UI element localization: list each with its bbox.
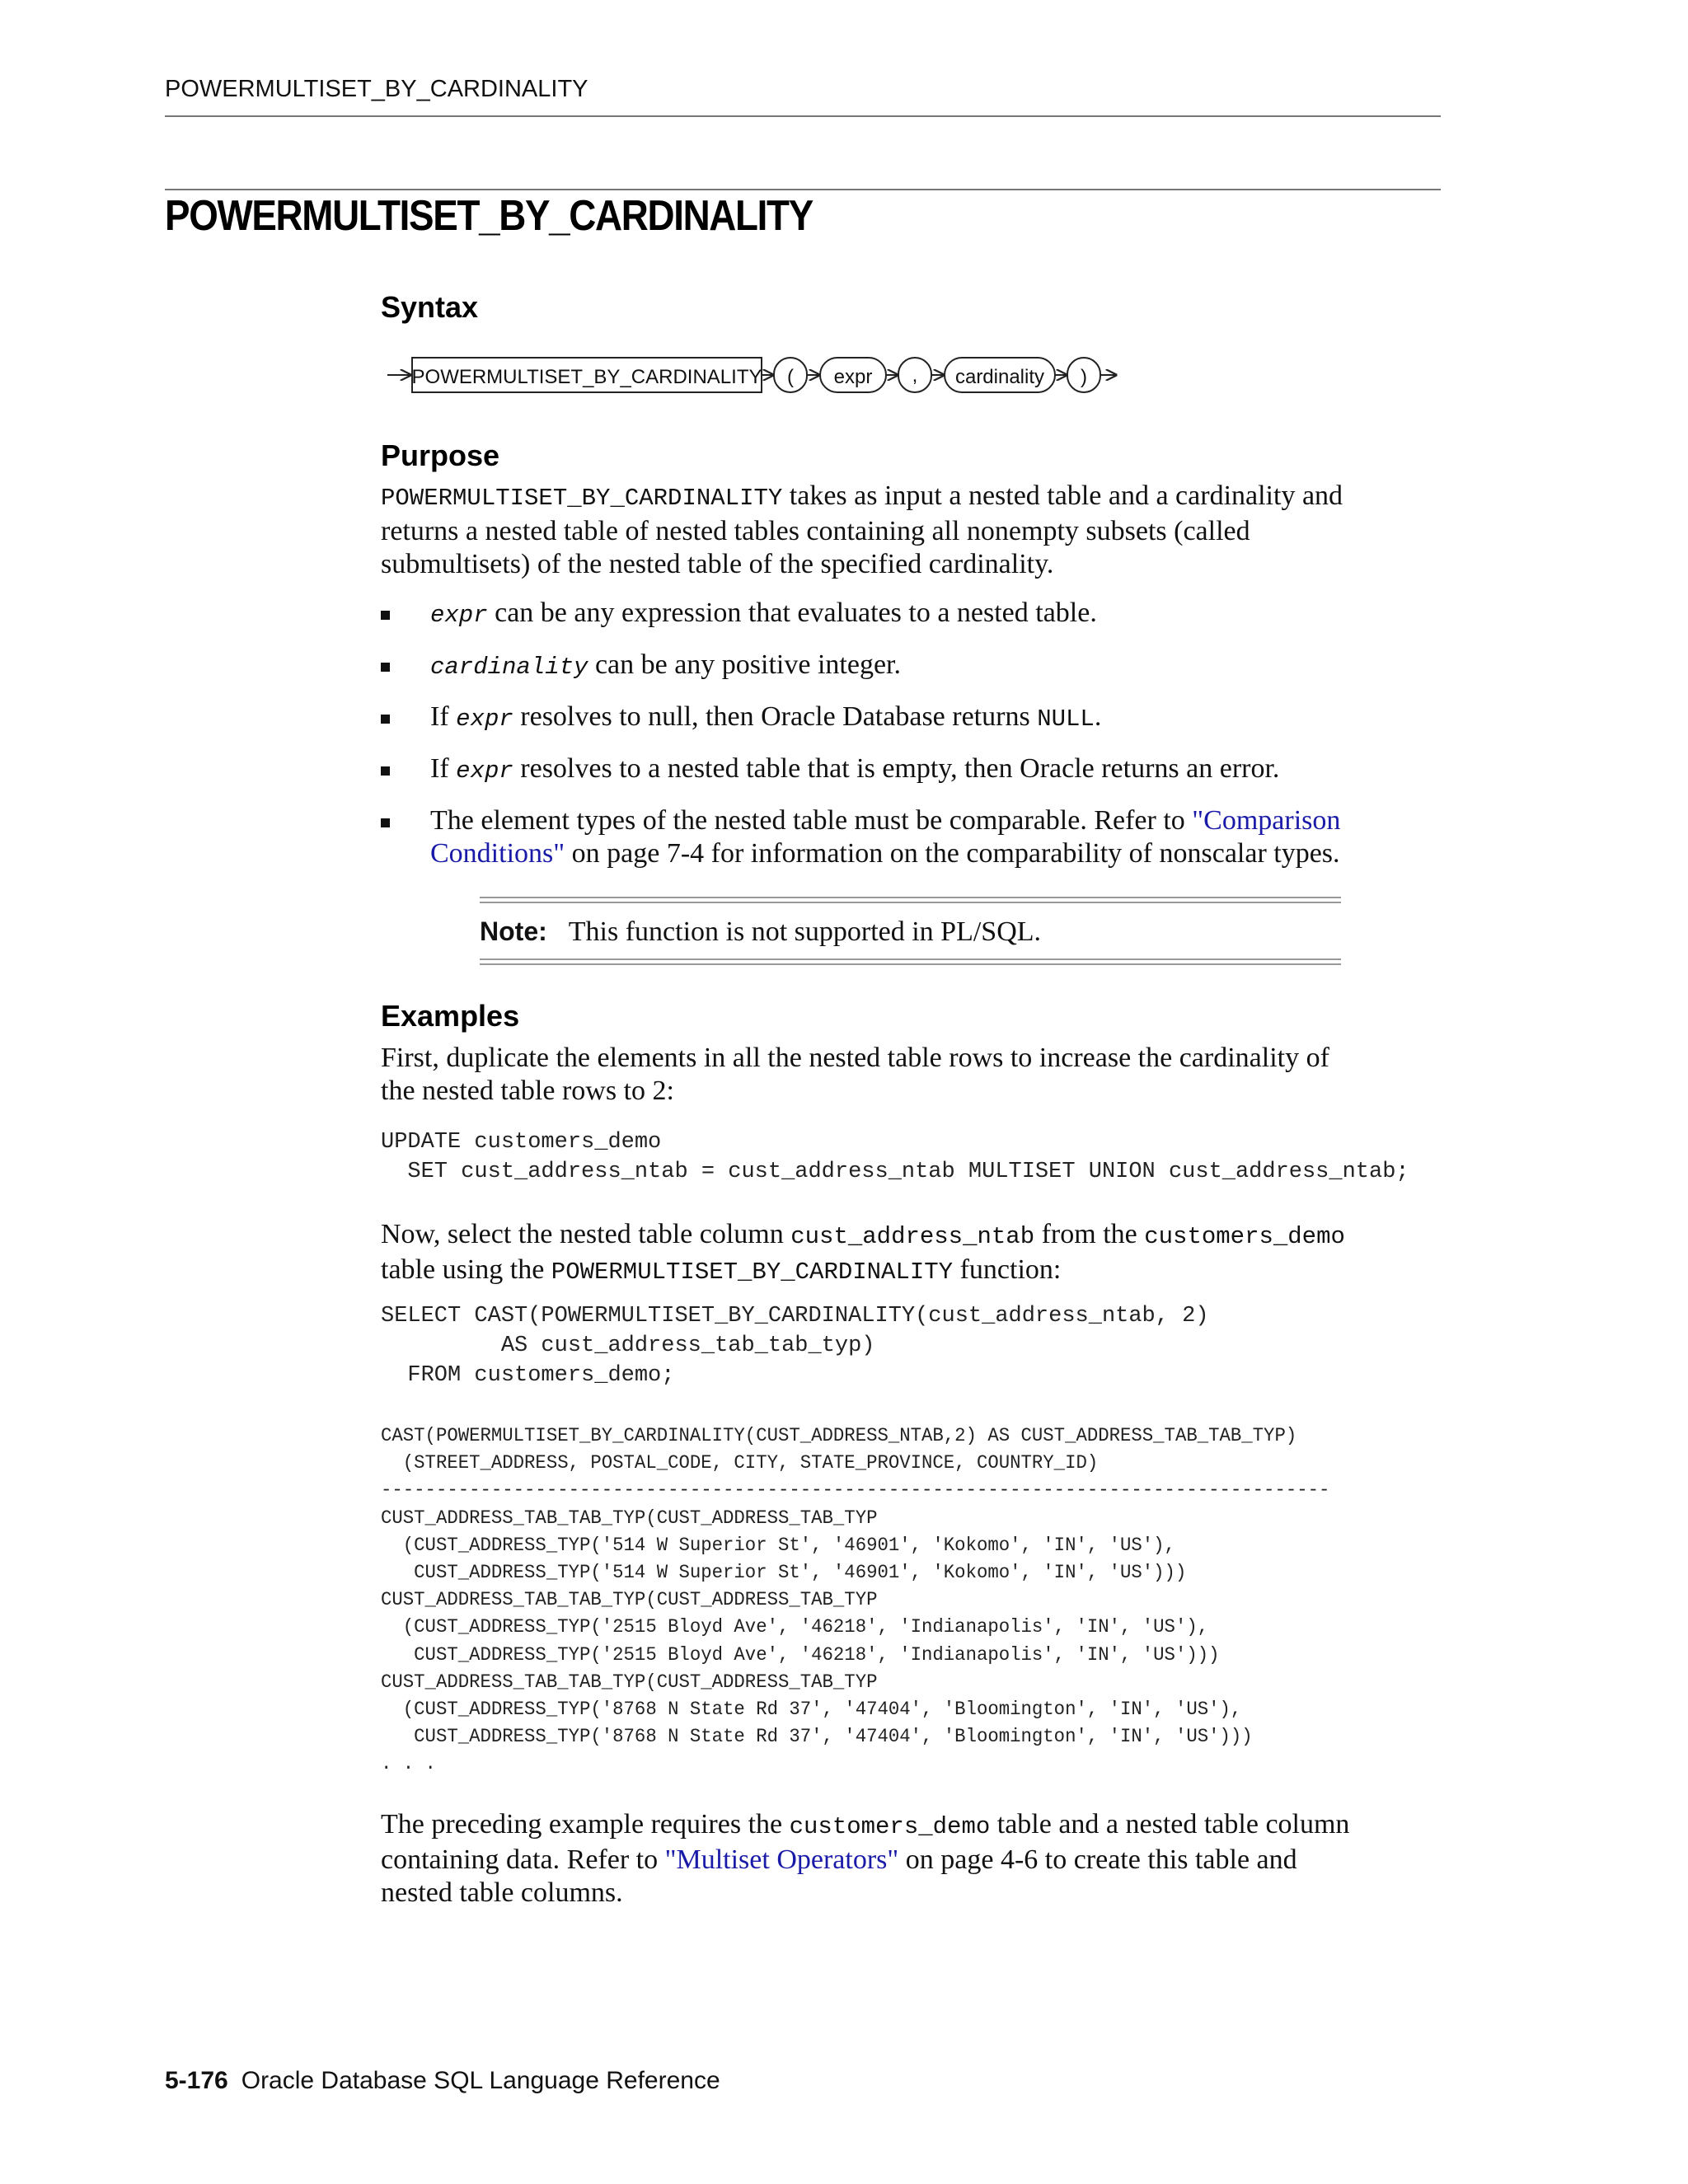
examples-closing-paragraph: The preceding example requires the customers_demo table and a nested table column containing data. Refer to "Multiset Operators" on page 4-6 to create this table and nested table columns. <box>381 1809 1350 1908</box>
svg-text:expr: expr <box>833 366 873 388</box>
syntax-keyword: POWERMULTISET_BY_CARDINALITY <box>411 366 762 388</box>
page-title: POWERMULTISET_BY_CARDINALITY <box>165 192 813 240</box>
syntax-comma <box>898 358 931 392</box>
inline-code: POWERMULTISET_BY_CARDINALITY <box>381 485 783 512</box>
comparison-conditions-link[interactable]: "Comparison Conditions" <box>430 805 1341 869</box>
examples-intro: First, duplicate the elements in all the nested table rows to increase the cardinality of the nested table rows to 2: <box>381 1043 1329 1106</box>
running-header: POWERMULTISET_BY_CARDINALITY <box>165 76 588 102</box>
note-label: Note: <box>480 916 547 946</box>
syntax-heading: Syntax <box>381 290 479 324</box>
bullet-icon <box>381 663 390 672</box>
svg-text:): ) <box>1081 366 1087 388</box>
purpose-paragraph: POWERMULTISET_BY_CARDINALITY takes as input a nested table and a cardinality and returns a nested table of nested tables containing all nonempty subsets (called submultisets) of the nested table of the specified cardinality. <box>381 480 1343 579</box>
syntax-open-paren <box>774 358 807 392</box>
purpose-heading: Purpose <box>381 438 500 472</box>
bullet-icon <box>381 818 390 827</box>
bullet-icon <box>381 766 390 776</box>
examples-select-paragraph: Now, select the nested table column cust_address_ntab from the customers_demo table using the POWERMULTISET_BY_CARDINALITY function: <box>381 1219 1345 1286</box>
multiset-operators-link[interactable]: "Multiset Operators" <box>664 1844 899 1875</box>
list-item: If expr resolves to a nested table that is empty, then Oracle returns an error. <box>381 752 1444 788</box>
svg-text:(: ( <box>787 366 794 388</box>
svg-text:,: , <box>912 364 918 387</box>
syntax-diagram <box>381 349 1123 399</box>
syntax-expr <box>820 358 886 392</box>
header-rule <box>165 115 1441 117</box>
note-rule <box>480 902 1341 903</box>
bullet-icon <box>381 715 390 724</box>
examples-heading: Examples <box>381 999 520 1033</box>
page-number: 5-176 <box>165 2067 228 2094</box>
title-rule <box>165 189 1441 190</box>
svg-text:cardinality: cardinality <box>954 366 1045 388</box>
list-item: If expr resolves to null, then Oracle Database returns NULL. <box>381 701 1444 736</box>
syntax-keyword-box <box>412 358 762 392</box>
book-title: Oracle Database SQL Language Reference <box>241 2067 720 2094</box>
note-rule <box>480 897 1341 898</box>
purpose-bullets <box>381 597 1444 887</box>
syntax-cardinality <box>945 358 1055 392</box>
note-rule <box>480 963 1341 965</box>
code-block-update: UPDATE customers_demo SET cust_address_ntab = cust_address_ntab MULTISET UNION cust_address_ntab; <box>381 1130 1409 1184</box>
query-output: CAST(POWERMULTISET_BY_CARDINALITY(CUST_ADDRESS_NTAB,2) AS CUST_ADDRESS_TAB_TAB_TYP) (STREET_ADDRESS, POSTAL_CODE, CITY, STATE_PROVINCE, COUNTRY_ID) -------------------------------------------------------------------------------------- CUST_ADDRESS_TAB_TAB_TYP(CUST_ADDRESS_TAB_TYP (CUST_ADDRESS_TYP('514 W Superior St', '46901', 'Kokomo', 'IN', 'US'), CUST_ADDRESS_TYP('514 W Superior St', '46901', 'Kokomo', 'IN', 'US'))) CUST_ADDRESS_TAB_TAB_TYP(CUST_ADDRESS_TAB_TYP (CUST_ADDRESS_TYP('2515 Bloyd Ave', '46218', 'Indianapolis', 'IN', 'US'), CUST_ADDRESS_TYP('2515 Bloyd Ave', '46218', 'Indianapolis', 'IN', 'US'))) CUST_ADDRESS_TAB_TAB_TYP(CUST_ADDRESS_TAB_TYP (CUST_ADDRESS_TYP('8768 N State Rd 37', '47404', 'Bloomington', 'IN', 'US'), CUST_ADDRESS_TYP('8768 N State Rd 37', '47404', 'Bloomington', 'IN', 'US'))) . . . <box>381 1425 1330 1775</box>
syntax-close-paren <box>1067 358 1100 392</box>
list-item: The element types of the nested table must be comparable. Refer to "Comparison Conditions" on page 7-4 for information on the comparability of nonscalar types. <box>381 804 1444 870</box>
note-text: This function is not supported in PL/SQL. <box>568 916 1042 947</box>
list-item: cardinality can be any positive integer. <box>381 649 1444 684</box>
list-item: expr can be any expression that evaluates to a nested table. <box>381 597 1444 632</box>
note-rule <box>480 958 1341 960</box>
bullet-icon <box>381 611 390 620</box>
page-footer <box>165 2067 720 2095</box>
note-box <box>480 897 1341 968</box>
code-block-select: SELECT CAST(POWERMULTISET_BY_CARDINALITY(cust_address_ntab, 2) AS cust_address_tab_tab_typ) FROM customers_demo; <box>381 1304 1209 1388</box>
